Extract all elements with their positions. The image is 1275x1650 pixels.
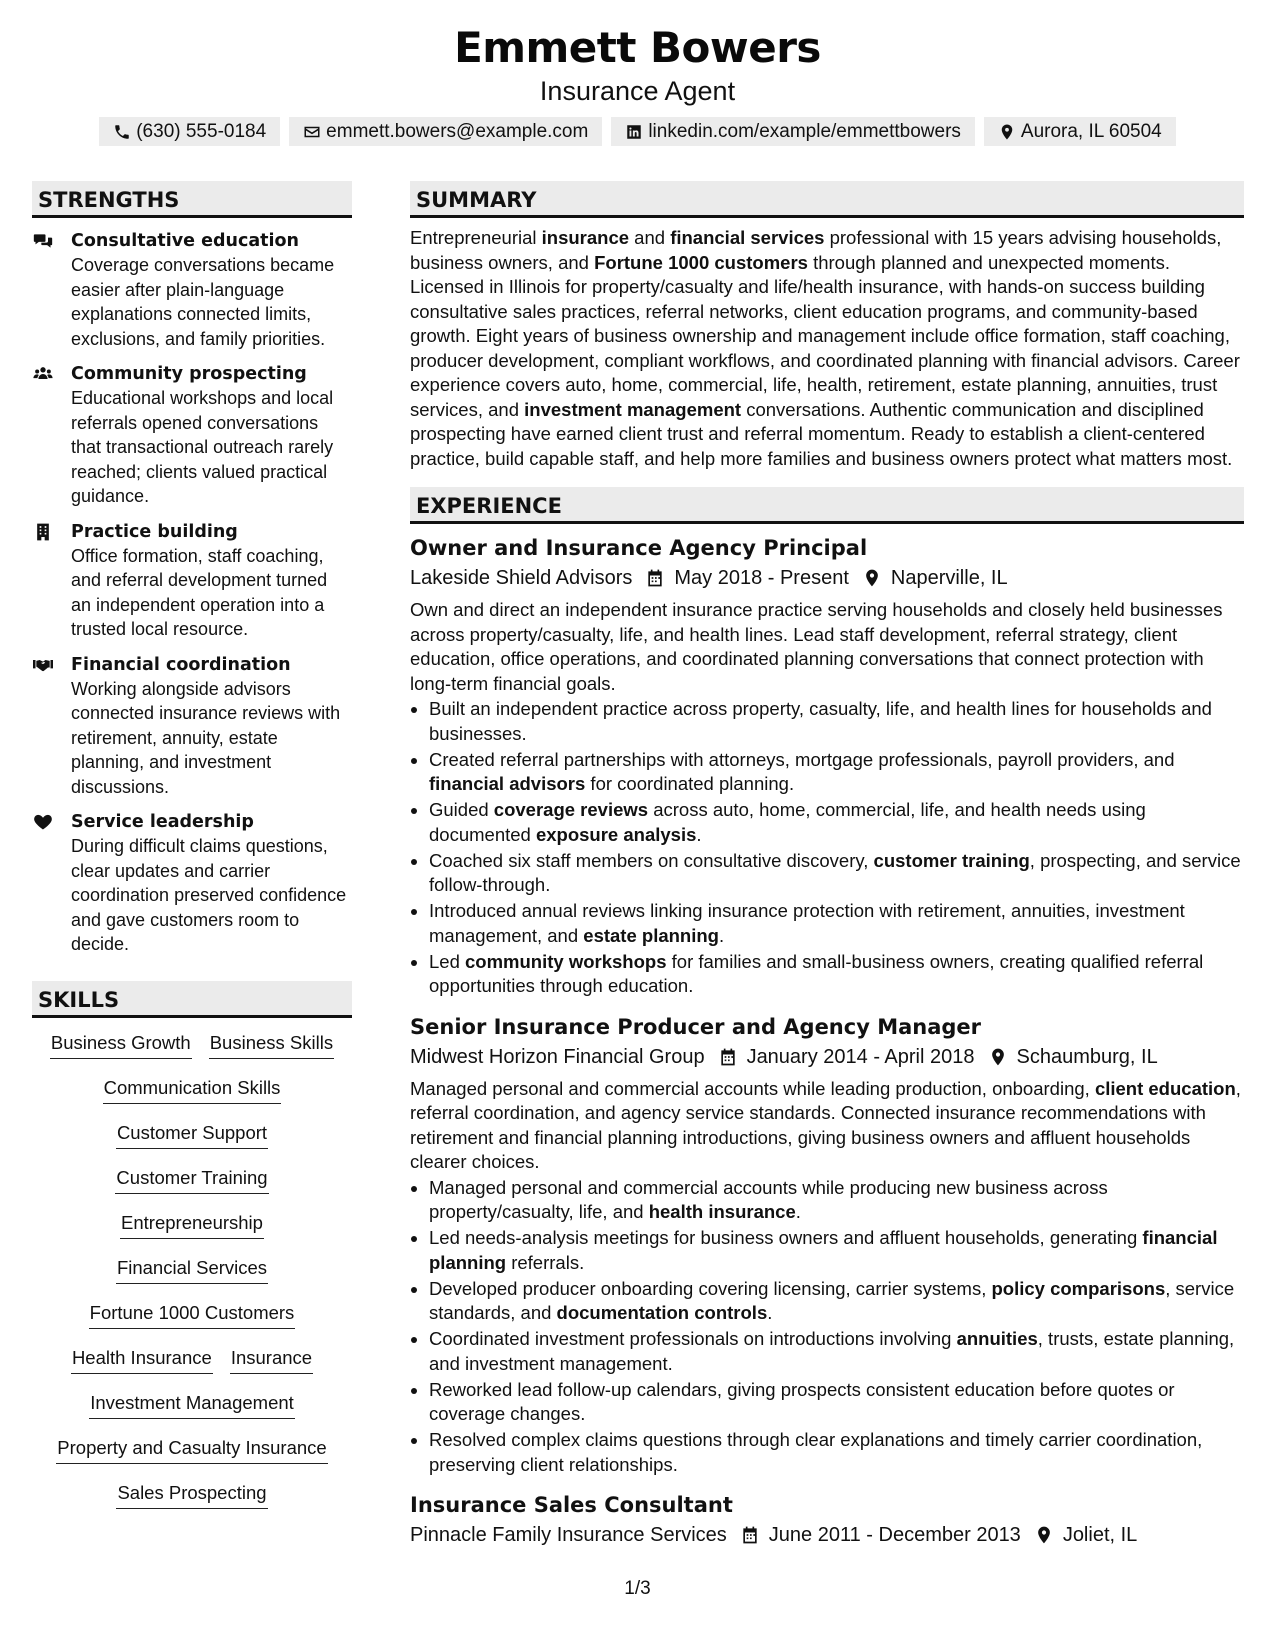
bullet-segment: Developed producer onboarding covering licensing, carrier systems,: [429, 1277, 992, 1299]
bullet-segment: across auto, home, commercial, life, and health needs using documented: [429, 799, 1146, 845]
skill-tag: Health Insurance: [71, 1345, 213, 1374]
job-entry: [410, 1012, 1244, 1478]
summary-segment: through planned and unexpected moments. Licensed in Illinois for property/casualty and life/health insurance, with hands-on success building consultative sales practices, referral networks, client education programs, and community-based growth. Eight years of business ownership and management include office formation, staff coaching, producer development, compliant workflows, and coordinated planning with financial advisors. Career experience covers auto, home, commercial, life, health, retirement, estate planning, annuities, trust services, and: [410, 251, 1240, 420]
strength-title: Practice building: [71, 521, 238, 542]
job-bullet: [429, 1428, 1244, 1477]
skill-tag: Business Growth: [50, 1030, 192, 1059]
linkedin-icon: [625, 123, 643, 141]
job-dates: January 2014 - April 2018: [746, 1045, 975, 1068]
calendar-icon: [645, 568, 665, 588]
skill-tag: Fortune 1000 Customers: [89, 1300, 296, 1329]
emphasis-text: client education: [1094, 1077, 1236, 1099]
bullet-segment: Coordinated investment professionals on introductions involving: [429, 1328, 957, 1349]
map-pin-icon: [1034, 1525, 1054, 1545]
handshake-icon: [32, 655, 56, 677]
job-bullet: [429, 899, 1244, 948]
strength-title: Community prospecting: [71, 364, 307, 384]
experience-list: [410, 533, 1244, 1550]
bullet-segment: Built an independent practice across property, casualty, life, and health lines for households and businesses.: [429, 698, 1212, 744]
emphasis-text: financial services: [670, 227, 825, 248]
emphasis-text: customer training: [873, 849, 1030, 871]
envelope-icon: [303, 123, 321, 141]
emphasis-text: annuities: [956, 1328, 1038, 1349]
bullet-segment: , prospecting, and service follow-through.: [429, 849, 1241, 895]
job-location: Naperville, IL: [890, 567, 1008, 589]
contact-location-text: Aurora, IL 60504: [1020, 121, 1162, 142]
skill-tag: Business Skills: [209, 1030, 334, 1059]
strength-item: [32, 520, 352, 642]
contact-phone: [99, 117, 280, 146]
phone-icon: [113, 123, 131, 141]
skill-tag: Property and Casualty Insurance: [56, 1435, 327, 1464]
job-meta: [410, 1042, 1244, 1072]
comments-icon: [32, 231, 56, 253]
bullet-segment: Reworked lead follow-up calendars, giving prospects consistent education before quotes or coverage changes.: [429, 1378, 1175, 1424]
job-company: Pinnacle Family Insurance Services: [410, 1524, 727, 1546]
strength-text: Working alongside advisors connected insurance reviews with retirement, annuity, estate planning, and investment discussions.: [71, 678, 341, 797]
skill-tag: Communication Skills: [103, 1075, 282, 1104]
job-bullet: [429, 1378, 1244, 1427]
emphasis-text: health insurance: [648, 1201, 796, 1222]
strength-text: Educational workshops and local referrals opened conversations that transactional outreach rarely reached; clients valued practical guidance.: [71, 388, 334, 506]
description-segment: Managed personal and commercial accounts while leading production, onboarding,: [410, 1077, 1095, 1099]
bullet-segment: Created referral partnerships with attorneys, mortgage professionals, payroll providers, and: [429, 748, 1175, 770]
emphasis-text: exposure analysis: [535, 823, 697, 845]
contact-email[interactable]: [289, 117, 602, 146]
skill-row: [32, 1120, 352, 1165]
description-segment: Own and direct an independent insurance practice serving households and closely held businesses across property/casualty, life, and health lines. Lead staff development, referral strategy, client education, office operations, and coordinated planning conversations that connect protection with long-term financial goals.: [410, 599, 1223, 694]
strength-text: During difficult claims questions, clear updates and carrier coordination preserved confidence and gave customers room to decide.: [71, 836, 347, 954]
emphasis-text: investment management: [524, 398, 742, 420]
job-bullet: [429, 950, 1244, 999]
job-bullets: [410, 697, 1244, 999]
job-meta: [410, 1520, 1244, 1550]
skill-tag: Insurance: [230, 1345, 313, 1374]
emphasis-text: financial planning: [429, 1227, 1218, 1273]
resume-header: [0, 22, 1275, 146]
contact-phone-text: (630) 555-0184: [136, 121, 267, 142]
summary-segment: Entrepreneurial: [410, 227, 542, 248]
emphasis-text: coverage reviews: [493, 799, 649, 820]
job-bullet: [429, 798, 1244, 847]
job-entry: [410, 1490, 1244, 1550]
skill-row: [32, 1300, 352, 1345]
skill-row: [32, 1075, 352, 1120]
job-description: [410, 598, 1244, 696]
calendar-icon: [718, 1047, 738, 1067]
strength-title: Consultative education: [71, 231, 299, 251]
job-company: Midwest Horizon Financial Group: [410, 1045, 705, 1068]
strength-item: [32, 362, 352, 509]
summary-segment: conversations. Authentic communication and disciplined prospecting have earned client trust and referral momentum. Ready to establish a client-centered practice, build capable staff, and help more families and business owners protect what matters most.: [410, 398, 1233, 469]
experience-heading: EXPERIENCE: [410, 487, 1244, 524]
skill-tag: Customer Training: [115, 1165, 268, 1194]
skill-tag: Financial Services: [116, 1255, 268, 1284]
job-location: Joliet, IL: [1062, 1524, 1138, 1546]
job-bullet: [429, 1277, 1244, 1326]
emphasis-text: estate planning: [583, 924, 719, 946]
skill-tag: Sales Prospecting: [116, 1480, 267, 1509]
bullet-segment: .: [696, 823, 702, 845]
description-segment: , referral coordination, and agency service standards. Connected insurance recommendations with retirement and financial planning introductions, giving business owners and affluent households clearer choices.: [410, 1077, 1241, 1172]
job-bullet: [429, 849, 1244, 898]
job-company: Lakeside Shield Advisors: [410, 567, 633, 589]
bullet-segment: Introduced annual reviews linking insurance protection with retirement, annuities, investment management, and: [429, 900, 1185, 946]
map-pin-icon: [862, 568, 882, 588]
skill-tag: Entrepreneurship: [120, 1210, 264, 1239]
skill-row: [32, 1210, 352, 1255]
bullet-segment: , trusts, estate planning, and investment management.: [429, 1328, 1235, 1374]
bullet-segment: .: [767, 1302, 773, 1323]
heart-icon: [32, 812, 56, 834]
right-column: [410, 181, 1244, 1550]
bullet-segment: .: [718, 924, 725, 946]
bullet-segment: for families and small-business owners, creating qualified referral opportunities through education.: [429, 950, 1204, 996]
bullet-segment: Led needs-analysis meetings for business owners and affluent households, generating: [429, 1227, 1143, 1248]
job-dates: June 2011 - December 2013: [768, 1524, 1021, 1546]
calendar-icon: [740, 1525, 760, 1545]
skill-row: [32, 1345, 352, 1390]
strength-text: Office formation, staff coaching, and referral development turned an independent operation into a trusted local resource.: [71, 545, 328, 639]
bullet-segment: Led: [429, 950, 466, 972]
candidate-title: Insurance Agent: [539, 76, 736, 106]
job-bullet: [429, 697, 1244, 746]
job-title: Owner and Insurance Agency Principal: [410, 536, 868, 560]
skill-row: [32, 1030, 352, 1075]
summary-heading: SUMMARY: [410, 181, 1244, 218]
page-number: 1/3: [624, 1578, 651, 1599]
left-column: [32, 181, 352, 1525]
emphasis-text: financial advisors: [429, 773, 586, 794]
strength-item: [32, 229, 352, 351]
summary-text: [410, 226, 1244, 471]
job-location: Schaumburg, IL: [1016, 1045, 1158, 1068]
emphasis-text: community workshops: [465, 950, 667, 972]
contact-linkedin-text: linkedin.com/example/emmettbowers: [648, 121, 961, 142]
job-bullet: [429, 748, 1244, 797]
summary-segment: and: [629, 227, 671, 248]
job-description: [410, 1077, 1244, 1175]
bullet-segment: , service standards, and: [429, 1277, 1235, 1323]
job-bullets: [410, 1176, 1244, 1478]
job-title: Insurance Sales Consultant: [410, 1493, 733, 1517]
map-pin-icon: [998, 123, 1016, 141]
building-icon: [32, 522, 56, 544]
emphasis-text: documentation controls: [556, 1302, 768, 1323]
bullet-segment: Resolved complex claims questions through clear explanations and timely carrier coordination, preserving client relationships.: [429, 1429, 1203, 1475]
users-icon: [32, 364, 56, 386]
job-bullet: [429, 1327, 1244, 1376]
strengths-heading: STRENGTHS: [32, 181, 352, 218]
bullet-segment: for coordinated planning.: [585, 773, 795, 794]
skill-row: [32, 1480, 352, 1525]
bullet-segment: Managed personal and commercial accounts while producing new business across property/casualty, life, and: [429, 1176, 1108, 1222]
strength-item: [32, 653, 352, 800]
skill-row: [32, 1255, 352, 1300]
strength-title: Financial coordination: [71, 654, 291, 675]
skill-row: [32, 1165, 352, 1210]
skill-row: [32, 1435, 352, 1480]
strength-text: Coverage conversations became easier after plain-language explanations connected limits, exclusions, and family priorities.: [71, 255, 335, 349]
job-meta: [410, 563, 1244, 593]
bullet-segment: Coached six staff members on consultative discovery,: [429, 849, 874, 871]
strength-item: [32, 810, 352, 957]
job-dates: May 2018 - Present: [674, 567, 849, 589]
job-entry: [410, 533, 1244, 999]
job-bullet: [429, 1176, 1244, 1225]
contact-email-text: emmett.bowers@example.com: [326, 121, 589, 142]
job-title: Senior Insurance Producer and Agency Manager: [410, 1014, 982, 1039]
candidate-name: Emmett Bowers: [454, 23, 821, 72]
emphasis-text: policy comparisons: [991, 1277, 1166, 1299]
bullet-segment: .: [795, 1201, 801, 1222]
skills-list: [32, 1030, 352, 1525]
emphasis-text: Fortune 1000 customers: [594, 251, 808, 273]
skill-tag: Customer Support: [116, 1120, 268, 1149]
bullet-segment: referrals.: [506, 1251, 585, 1273]
emphasis-text: insurance: [541, 227, 630, 248]
contact-bar: [0, 117, 1275, 146]
contact-linkedin[interactable]: [611, 117, 975, 146]
bullet-segment: Guided: [429, 799, 494, 820]
skills-heading: SKILLS: [32, 981, 352, 1018]
summary-segment: professional with 15 years advising households, business owners, and: [410, 227, 1222, 273]
skill-tag: Investment Management: [89, 1390, 295, 1419]
job-bullet: [429, 1226, 1244, 1275]
skill-row: [32, 1390, 352, 1435]
strength-title: Service leadership: [71, 812, 254, 832]
map-pin-icon: [988, 1047, 1008, 1067]
contact-location: [984, 117, 1176, 146]
